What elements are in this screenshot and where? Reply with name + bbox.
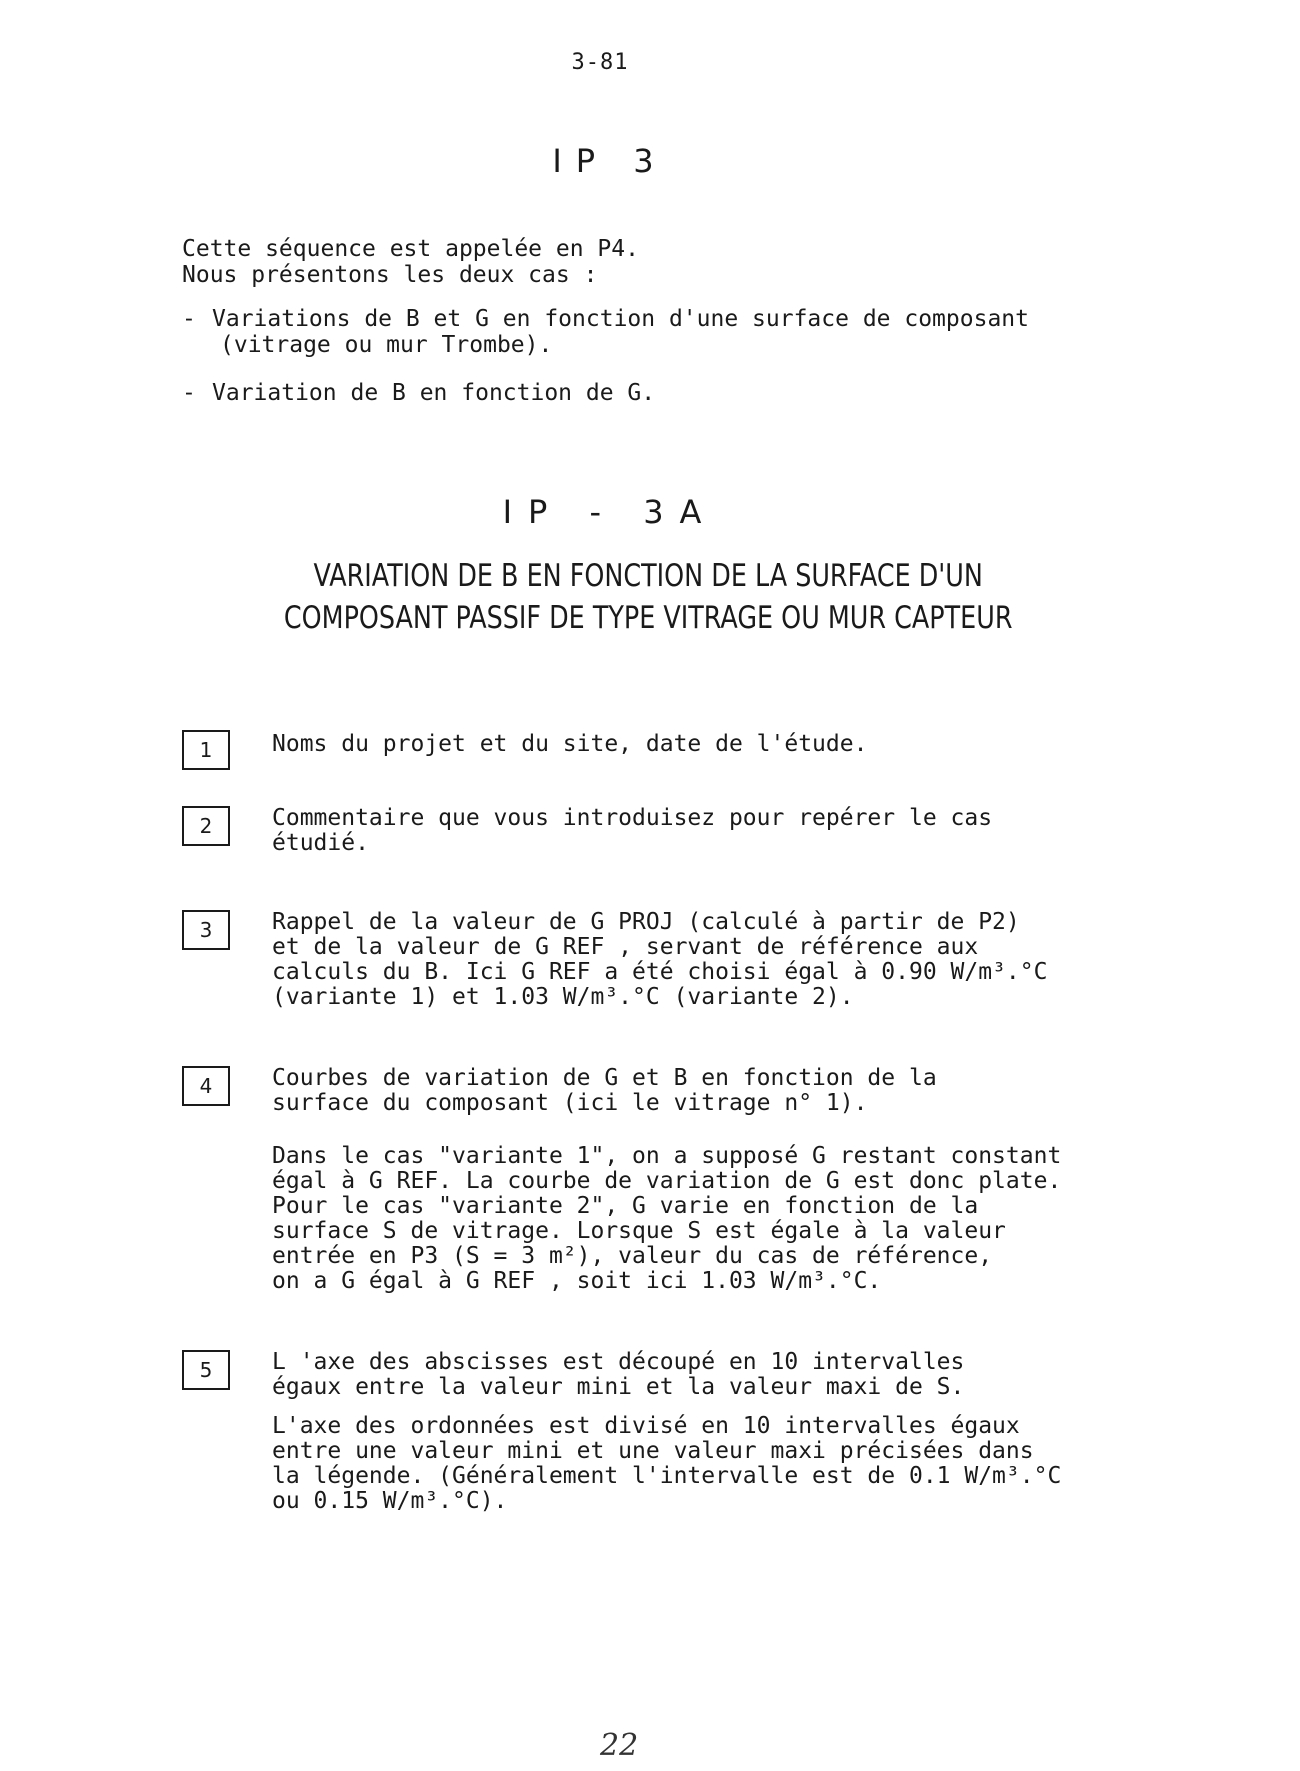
intro-paragraph bbox=[182, 236, 1182, 288]
section-subtitle bbox=[115, 555, 1181, 639]
item-number-box: 5 bbox=[182, 1350, 230, 1390]
bullet-item-1 bbox=[182, 306, 1182, 358]
item-number-box: 1 bbox=[182, 730, 230, 770]
item-text: Courbes de variation de G et B en fonction de la surface du composant (ici le vitrage n° 1). bbox=[272, 1065, 937, 1116]
page-number: 3-81 bbox=[571, 50, 629, 75]
bullet-item-2 bbox=[182, 380, 1182, 406]
item-text: Noms du projet et du site, date de l'étude. bbox=[272, 731, 868, 757]
item-number-box: 4 bbox=[182, 1066, 230, 1106]
handwritten-page-mark: 22 bbox=[600, 1728, 639, 1763]
bullet-line-1: Variation de B en fonction de G. bbox=[212, 380, 656, 406]
item-number-box: 3 bbox=[182, 910, 230, 950]
bullet-line-1: Variations de B et G en fonction d'une surface de composant bbox=[212, 306, 1029, 332]
section-heading-ip3a: IP - 3A bbox=[502, 493, 718, 531]
item-text: L 'axe des abscisses est découpé en 10 intervalles égaux entre la valeur mini et la valeur maxi de S. bbox=[272, 1349, 965, 1400]
bullet-dash: - bbox=[182, 306, 196, 332]
item-text-continued: L'axe des ordonnées est divisé en 10 intervalles égaux entre une valeur mini et une valeur maxi précisées dans la légende. (Généralement l'intervalle est de 0.1 W/m³.°C ou 0.15 W/m³.°C). bbox=[272, 1413, 1062, 1514]
intro-line-1: Cette séquence est appelée en P4. bbox=[182, 236, 639, 262]
intro-line-2: Nous présentons les deux cas : bbox=[182, 262, 598, 288]
bullet-dash: - bbox=[182, 380, 196, 406]
item-text-continued: Dans le cas "variante 1", on a supposé G restant constant égal à G REF. La courbe de variation de G est donc plate. Pour le cas "variante 2", G varie en fonction de la surface S de vitrage. Lorsque S est égale à la valeur entrée en P3 (S = 3 m²), valeur du cas de référence, on a G égal à G REF , soit ici 1.03 W/m³.°C. bbox=[272, 1143, 1062, 1294]
item-text: Commentaire que vous introduisez pour repérer le cas étudié. bbox=[272, 805, 993, 856]
subtitle-line-1: VARIATION DE B EN FONCTION DE LA SURFACE D'UN bbox=[313, 558, 983, 594]
item-text: Rappel de la valeur de G PROJ (calculé à partir de P2) et de la valeur de G REF , servant de référence aux calculs du B. Ici G REF a été choisi égal à 0.90 W/m³.°C (variante 1) et 1.03 W/m³.°C (variante 2). bbox=[272, 909, 1048, 1010]
subtitle-line-2: COMPOSANT PASSIF DE TYPE VITRAGE OU MUR CAPTEUR bbox=[283, 600, 1013, 636]
bullet-line-2: (vitrage ou mur Trombe). bbox=[220, 332, 553, 358]
item-number-box: 2 bbox=[182, 806, 230, 846]
section-heading-ip3: IP 3 bbox=[552, 142, 668, 180]
